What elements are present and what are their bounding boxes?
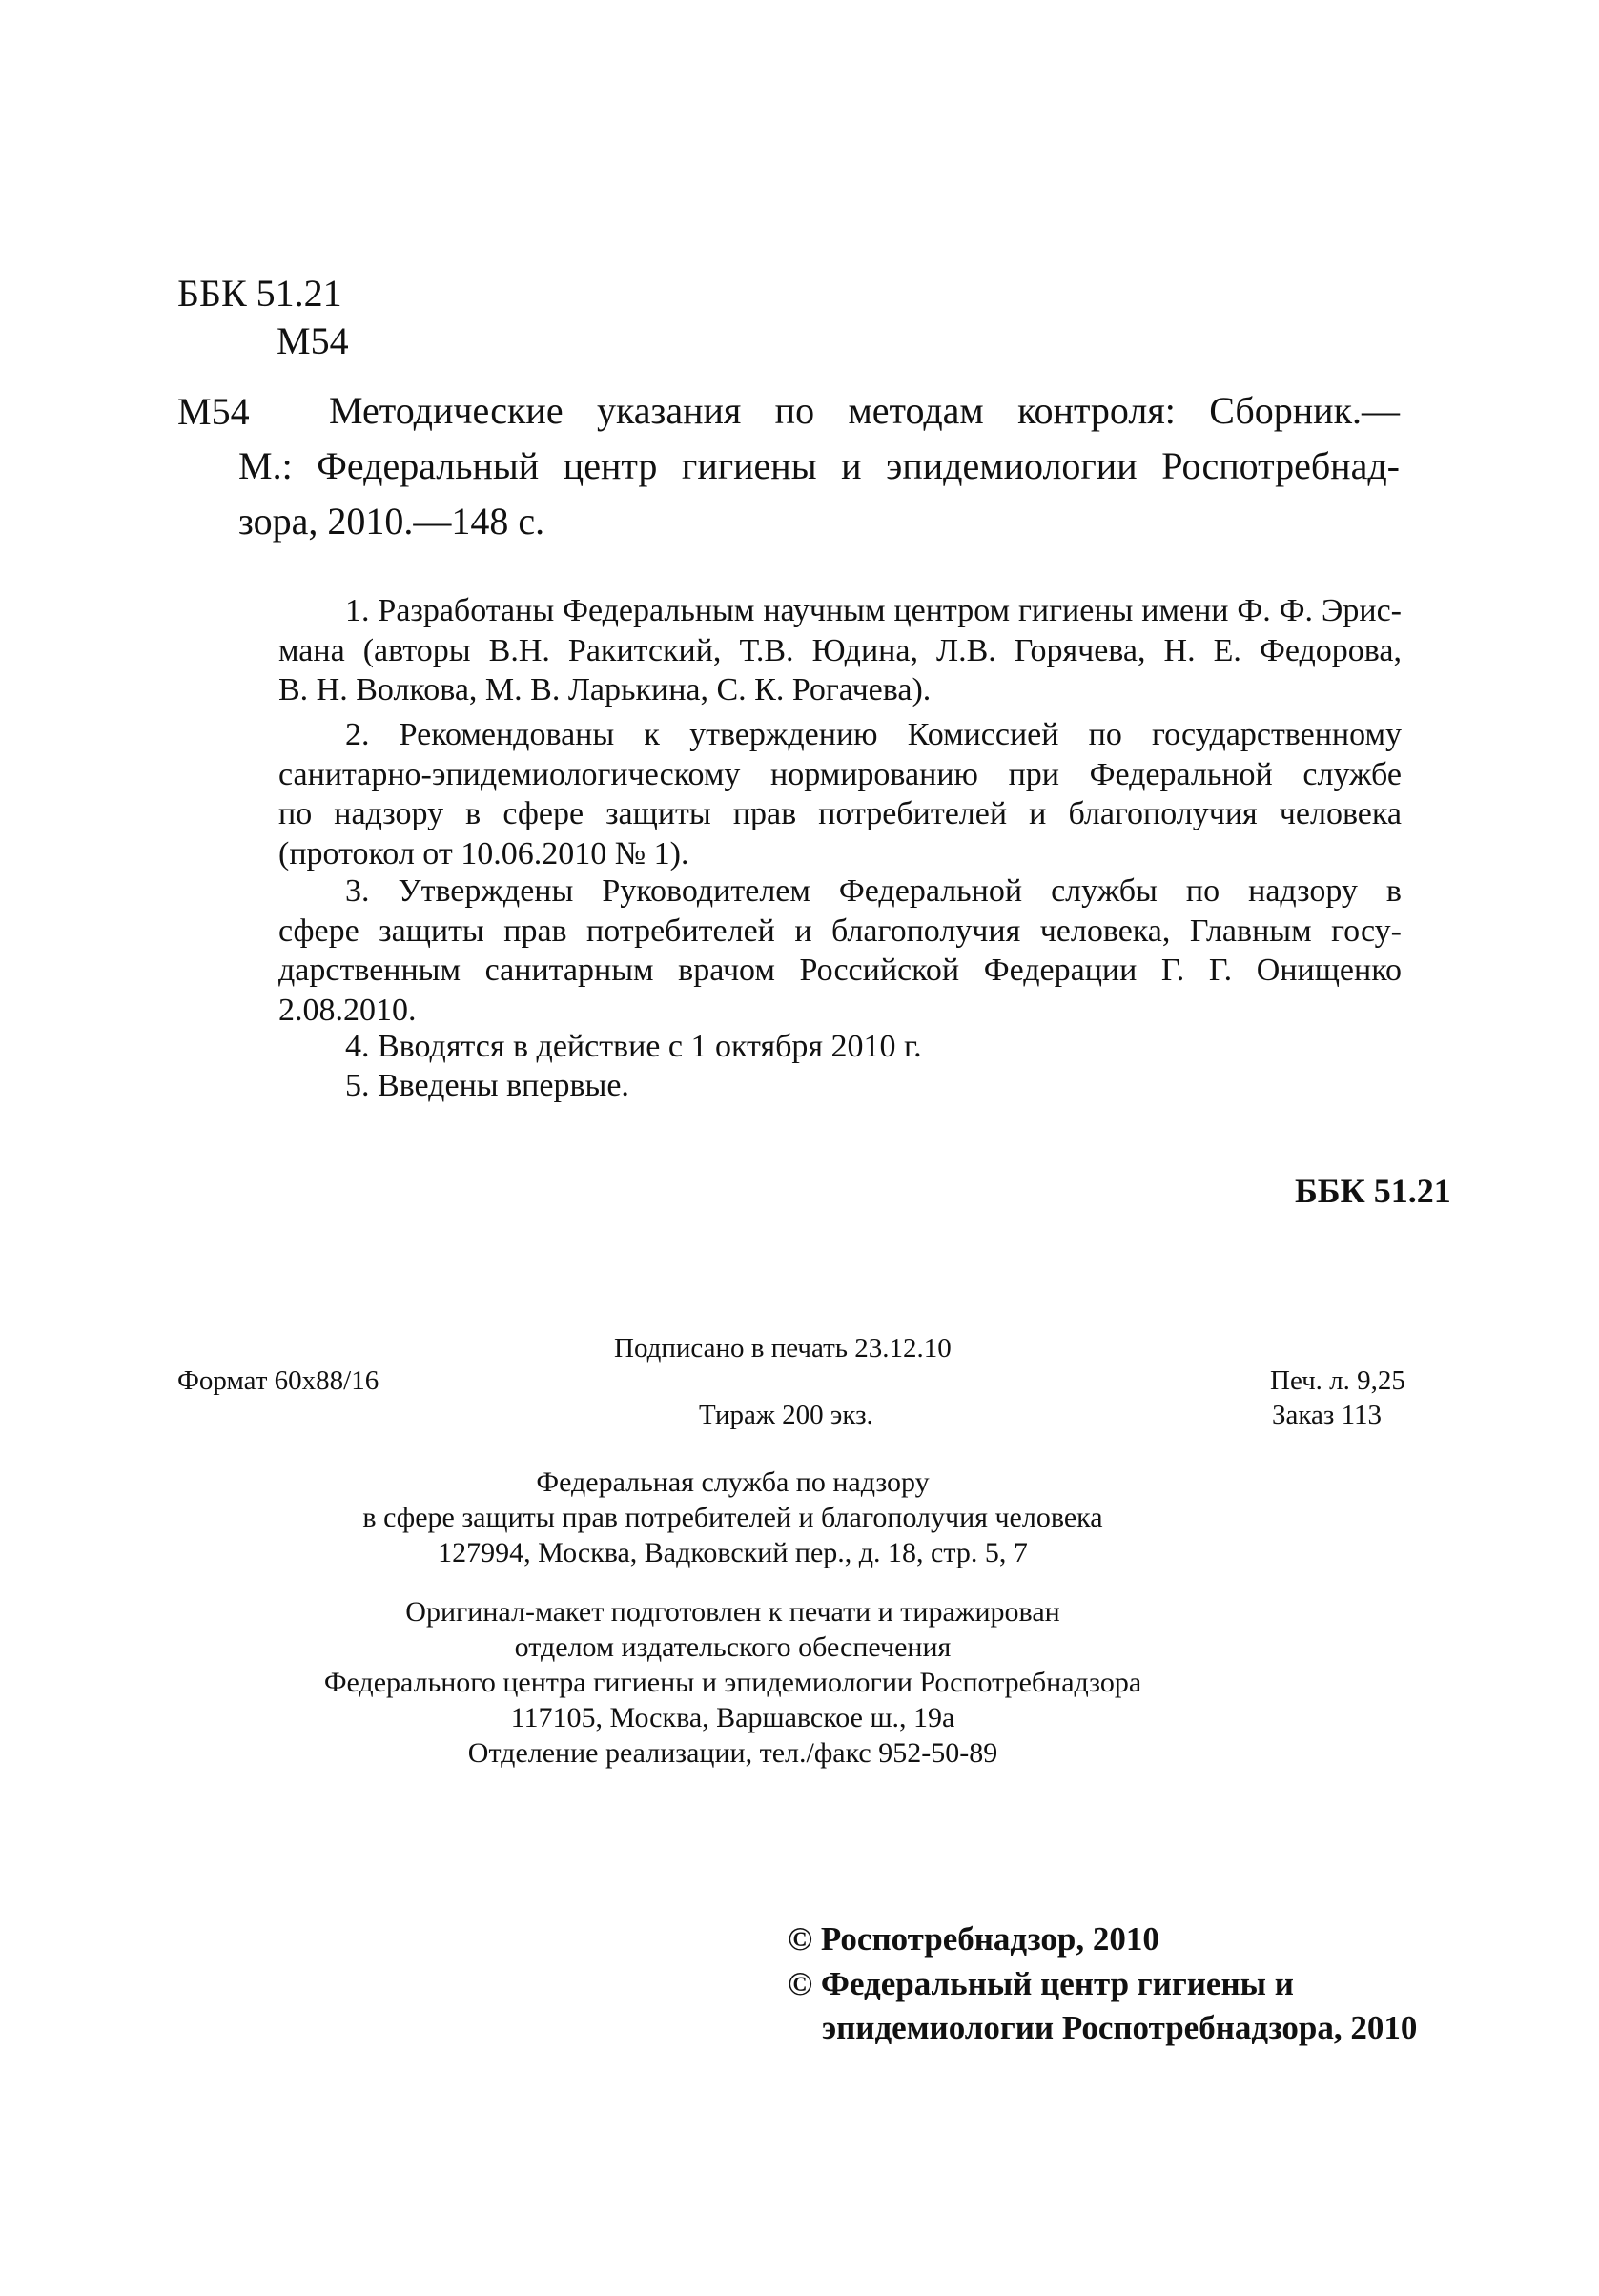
item-line: мана (авторы В.Н. Ракитский, Т.В. Юдина, Л.В. Горячева, Н. Е. Федорова, (278, 632, 1402, 668)
author-mark: М54 (277, 319, 349, 362)
item-line: сфере защиты прав потребителей и благополучия человека, Главным госу- (278, 912, 1402, 949)
annotation-line: М.: Федеральный центр гигиены и эпидемиологии Роспотребнад- (238, 444, 1400, 487)
printer-line: Оригинал-макет подготовлен к печати и тиражирован (405, 1596, 1060, 1628)
imprint-print-run: Тираж 200 экз. (699, 1400, 873, 1430)
printer-line: 117105, Москва, Варшавское ш., 19а (510, 1702, 955, 1733)
annotation-mark: М54 (177, 390, 250, 433)
copyright-line-2: © Федеральный центр гигиены и (788, 1965, 1294, 2002)
imprint-sheets: Печ. л. 9,25 (1270, 1365, 1405, 1396)
item-line: (протокол от 10.06.2010 № 1). (278, 835, 689, 871)
item-line: 5. Введены впервые. (345, 1068, 629, 1103)
item-line: дарственным санитарным врачом Российской Федерации Г. Г. Онищенко (278, 953, 1402, 988)
imprint-format: Формат 60х88/16 (177, 1365, 379, 1396)
item-line: В. Н. Волкова, М. В. Ларькина, С. К. Рогачева). (278, 672, 932, 707)
item-line: 4. Вводятся в действие с 1 октября 2010 г. (345, 1029, 922, 1064)
item-line: по надзору в сфере защиты прав потребителей и благополучия человека (278, 796, 1402, 831)
publisher-line: 127994, Москва, Вадковский пер., д. 18, стр. 5, 7 (438, 1537, 1028, 1568)
annotation-text (238, 383, 1400, 549)
item-line: 2. Рекомендованы к утверждению Комиссией по государственному (345, 717, 1402, 752)
annotation-line: зора, 2010.—148 с. (238, 500, 545, 543)
printer-line: отделом издательского обеспечения (514, 1631, 952, 1663)
bbk-code: ББК 51.21 (177, 272, 342, 315)
item-line: 3. Утверждены Руководителем Федеральной службы по надзору в (345, 873, 1402, 909)
imprint-signed: Подписано в печать 23.12.10 (614, 1333, 952, 1363)
item-line: 2.08.2010. (278, 992, 417, 1028)
item-2 (278, 715, 1402, 873)
publisher-line: Федеральная служба по надзору (536, 1466, 930, 1498)
item-line: санитарно-эпидемиологическому нормированию при Федеральной службе (278, 756, 1402, 792)
item-4 (278, 1027, 1402, 1067)
printer-line: Отделение реализации, тел./факс 952-50-89 (467, 1737, 998, 1769)
annotation-line: Методические указания по методам контроля: Сборник.— (329, 389, 1400, 432)
publisher-line: в сфере защиты прав потребителей и благополучия человека (362, 1502, 1103, 1533)
copyright-line-1: © Роспотребнадзор, 2010 (788, 1920, 1159, 1958)
copyright-line-3: эпидемиологии Роспотребнадзора, 2010 (822, 2009, 1418, 2046)
bbk-right: ББК 51.21 (1295, 1172, 1451, 1210)
item-3 (278, 871, 1402, 1030)
item-5 (278, 1066, 1402, 1106)
item-1 (278, 591, 1402, 710)
imprint-order: Заказ 113 (1272, 1400, 1383, 1430)
item-line: 1. Разработаны Федеральным научным центром гигиены имени Ф. Ф. Эрис- (345, 593, 1402, 628)
printer-info (0, 1594, 1532, 1771)
printer-line: Федерального центра гигиены и эпидемиологии Роспотребнадзора (323, 1667, 1142, 1698)
publisher-info (0, 1465, 1532, 1570)
